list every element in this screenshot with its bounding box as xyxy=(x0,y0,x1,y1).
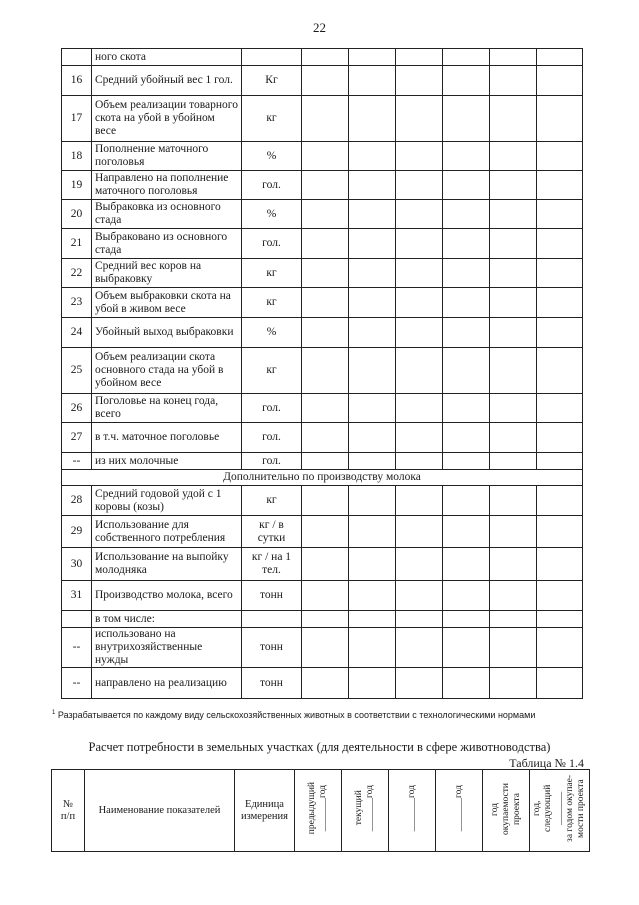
value-cell xyxy=(349,394,396,423)
value-cell xyxy=(490,200,537,229)
value-cell xyxy=(396,611,443,628)
value-cell xyxy=(490,668,537,699)
table-row xyxy=(62,516,583,548)
value-cell xyxy=(396,628,443,668)
value-cell xyxy=(443,171,490,200)
value-cell xyxy=(302,66,349,96)
table-row xyxy=(62,229,583,259)
indicator-name: Средний вес коров на выбраковку xyxy=(92,259,242,288)
value-cell xyxy=(349,628,396,668)
value-cell xyxy=(396,581,443,611)
value-cell xyxy=(302,628,349,668)
table-row xyxy=(62,668,583,699)
unit-cell: кг xyxy=(242,96,302,142)
unit-cell: % xyxy=(242,200,302,229)
indicator-name: Объем реализации товарного скота на убой в убойном весе xyxy=(92,96,242,142)
value-cell xyxy=(537,229,583,259)
header-payback-year: год окупаемости проекта xyxy=(483,770,530,852)
value-cell xyxy=(349,171,396,200)
row-number: -- xyxy=(62,453,92,470)
value-cell xyxy=(537,171,583,200)
value-cell xyxy=(396,394,443,423)
header-name: Наименование показателей xyxy=(85,770,235,852)
value-cell xyxy=(302,171,349,200)
section-header: Дополнительно по производству молока xyxy=(62,470,583,486)
value-cell xyxy=(490,628,537,668)
value-cell xyxy=(537,548,583,581)
indicator-name: Производство молока, всего xyxy=(92,581,242,611)
value-cell xyxy=(537,348,583,394)
value-cell xyxy=(537,581,583,611)
value-cell xyxy=(302,200,349,229)
value-cell xyxy=(537,453,583,470)
value-cell xyxy=(349,318,396,348)
value-cell xyxy=(396,486,443,516)
table-row xyxy=(62,470,583,486)
value-cell xyxy=(349,581,396,611)
value-cell xyxy=(396,288,443,318)
table-row xyxy=(62,66,583,96)
value-cell xyxy=(302,581,349,611)
unit-cell: кг xyxy=(242,288,302,318)
value-cell xyxy=(537,288,583,318)
value-cell xyxy=(349,548,396,581)
table-row xyxy=(62,548,583,581)
row-number: 18 xyxy=(62,142,92,171)
value-cell xyxy=(490,229,537,259)
row-number: 22 xyxy=(62,259,92,288)
indicator-name: Объем реализации скота основного стада на убой в убойном весе xyxy=(92,348,242,394)
value-cell xyxy=(443,423,490,453)
table-row xyxy=(62,394,583,423)
value-cell xyxy=(396,516,443,548)
value-cell xyxy=(349,611,396,628)
indicator-name: ного скота xyxy=(92,49,242,66)
row-number: 25 xyxy=(62,348,92,394)
header-num: № п/п xyxy=(52,770,85,852)
row-number xyxy=(62,611,92,628)
row-number: 29 xyxy=(62,516,92,548)
value-cell xyxy=(302,453,349,470)
table-row xyxy=(62,318,583,348)
value-cell xyxy=(302,516,349,548)
indicator-name: Использование для собственного потребления xyxy=(92,516,242,548)
table2-number: Таблица № 1.4 xyxy=(509,756,584,770)
value-cell xyxy=(443,581,490,611)
value-cell xyxy=(490,49,537,66)
value-cell xyxy=(349,486,396,516)
value-cell xyxy=(537,516,583,548)
value-cell xyxy=(349,288,396,318)
value-cell xyxy=(490,453,537,470)
unit-cell: Кг xyxy=(242,66,302,96)
value-cell xyxy=(302,142,349,171)
value-cell xyxy=(396,259,443,288)
value-cell xyxy=(349,200,396,229)
value-cell xyxy=(443,229,490,259)
indicator-name: Поголовье на конец года, всего xyxy=(92,394,242,423)
value-cell xyxy=(443,668,490,699)
value-cell xyxy=(443,394,490,423)
unit-cell: тонн xyxy=(242,581,302,611)
value-cell xyxy=(349,348,396,394)
value-cell xyxy=(349,66,396,96)
table-row xyxy=(62,96,583,142)
value-cell xyxy=(396,423,443,453)
value-cell xyxy=(302,96,349,142)
livestock-table xyxy=(61,48,583,699)
value-cell xyxy=(443,66,490,96)
unit-cell: гол. xyxy=(242,423,302,453)
unit-cell: % xyxy=(242,318,302,348)
table-row xyxy=(62,348,583,394)
value-cell xyxy=(490,142,537,171)
value-cell xyxy=(537,259,583,288)
header-unit: Единица измерения xyxy=(235,770,295,852)
value-cell xyxy=(302,259,349,288)
table-row xyxy=(62,423,583,453)
unit-cell: кг / на 1 тел. xyxy=(242,548,302,581)
indicator-name: Убойный выход выбраковки xyxy=(92,318,242,348)
value-cell xyxy=(443,548,490,581)
indicator-name: в том числе: xyxy=(92,611,242,628)
row-number: 27 xyxy=(62,423,92,453)
row-number: 30 xyxy=(62,548,92,581)
value-cell xyxy=(396,66,443,96)
value-cell xyxy=(302,668,349,699)
value-cell xyxy=(490,394,537,423)
footnote-text: Разрабатывается по каждому виду сельскохозяйственных животных в соответствии с технологическими нормами xyxy=(57,710,536,720)
value-cell xyxy=(396,453,443,470)
unit-cell: гол. xyxy=(242,171,302,200)
table-row xyxy=(62,259,583,288)
indicator-name: Выбраковано из основного стада xyxy=(92,229,242,259)
value-cell xyxy=(490,548,537,581)
value-cell xyxy=(302,548,349,581)
value-cell xyxy=(490,486,537,516)
value-cell xyxy=(302,318,349,348)
unit-cell: гол. xyxy=(242,229,302,259)
table-row xyxy=(62,628,583,668)
row-number: 16 xyxy=(62,66,92,96)
table-row xyxy=(62,486,583,516)
header-year-3: _______год xyxy=(389,770,436,852)
table2-title: Расчет потребности в земельных участках (для деятельности в сфере животноводства) xyxy=(88,740,551,754)
page-number: 22 xyxy=(313,20,326,35)
footnote-mark: 1 xyxy=(52,710,56,716)
table2-header-row xyxy=(52,770,590,852)
value-cell xyxy=(349,49,396,66)
value-cell xyxy=(537,611,583,628)
value-cell xyxy=(396,96,443,142)
indicator-name: в т.ч. маточное поголовье xyxy=(92,423,242,453)
header-after-payback: год, следующий _______ за годом окупае- мости проекта xyxy=(530,770,590,852)
value-cell xyxy=(490,96,537,142)
value-cell xyxy=(302,348,349,394)
header-year-prev: предыдущий _______год xyxy=(295,770,342,852)
indicator-name: Пополнение маточного поголовья xyxy=(92,142,242,171)
unit-cell: % xyxy=(242,142,302,171)
value-cell xyxy=(349,259,396,288)
value-cell xyxy=(349,453,396,470)
row-number: 20 xyxy=(62,200,92,229)
value-cell xyxy=(490,348,537,394)
header-year-4: _______год xyxy=(436,770,483,852)
indicator-name: Направлено на пополнение маточного поголовья xyxy=(92,171,242,200)
value-cell xyxy=(490,288,537,318)
value-cell xyxy=(537,66,583,96)
value-cell xyxy=(490,259,537,288)
value-cell xyxy=(537,668,583,699)
unit-cell: тонн xyxy=(242,668,302,699)
row-number: -- xyxy=(62,668,92,699)
value-cell xyxy=(537,486,583,516)
unit-cell: тонн xyxy=(242,628,302,668)
row-number xyxy=(62,49,92,66)
table-row xyxy=(62,611,583,628)
unit-cell: гол. xyxy=(242,453,302,470)
value-cell xyxy=(443,516,490,548)
value-cell xyxy=(396,348,443,394)
unit-cell: гол. xyxy=(242,394,302,423)
value-cell xyxy=(302,611,349,628)
indicator-name: направлено на реализацию xyxy=(92,668,242,699)
value-cell xyxy=(490,171,537,200)
value-cell xyxy=(396,548,443,581)
value-cell xyxy=(443,49,490,66)
value-cell xyxy=(302,229,349,259)
value-cell xyxy=(443,259,490,288)
value-cell xyxy=(537,394,583,423)
value-cell xyxy=(443,288,490,318)
value-cell xyxy=(396,142,443,171)
value-cell xyxy=(537,628,583,668)
table-row xyxy=(62,453,583,470)
value-cell xyxy=(349,516,396,548)
value-cell xyxy=(537,318,583,348)
unit-cell: кг xyxy=(242,348,302,394)
row-number: 31 xyxy=(62,581,92,611)
value-cell xyxy=(396,668,443,699)
value-cell xyxy=(490,66,537,96)
row-number: -- xyxy=(62,628,92,668)
value-cell xyxy=(396,229,443,259)
table-row xyxy=(62,581,583,611)
value-cell xyxy=(537,49,583,66)
indicator-name: использовано на внутрихозяйственные нужды xyxy=(92,628,242,668)
value-cell xyxy=(490,516,537,548)
value-cell xyxy=(349,142,396,171)
row-number: 23 xyxy=(62,288,92,318)
value-cell xyxy=(443,96,490,142)
row-number: 17 xyxy=(62,96,92,142)
value-cell xyxy=(396,49,443,66)
value-cell xyxy=(396,171,443,200)
unit-cell: кг / в сутки xyxy=(242,516,302,548)
value-cell xyxy=(302,49,349,66)
row-number: 21 xyxy=(62,229,92,259)
value-cell xyxy=(490,318,537,348)
value-cell xyxy=(349,229,396,259)
value-cell xyxy=(537,96,583,142)
value-cell xyxy=(443,611,490,628)
value-cell xyxy=(302,288,349,318)
value-cell xyxy=(537,423,583,453)
unit-cell: кг xyxy=(242,259,302,288)
indicator-name: Выбраковка из основного стада xyxy=(92,200,242,229)
value-cell xyxy=(302,423,349,453)
row-number: 26 xyxy=(62,394,92,423)
footnote xyxy=(52,710,535,720)
indicator-name: Объем выбраковки скота на убой в живом весе xyxy=(92,288,242,318)
value-cell xyxy=(302,486,349,516)
value-cell xyxy=(443,200,490,229)
row-number: 28 xyxy=(62,486,92,516)
table-row xyxy=(62,288,583,318)
value-cell xyxy=(396,318,443,348)
value-cell xyxy=(490,423,537,453)
row-number: 19 xyxy=(62,171,92,200)
value-cell xyxy=(396,200,443,229)
unit-cell: кг xyxy=(242,486,302,516)
value-cell xyxy=(443,348,490,394)
value-cell xyxy=(302,394,349,423)
value-cell xyxy=(443,318,490,348)
row-number: 24 xyxy=(62,318,92,348)
table-row xyxy=(62,142,583,171)
value-cell xyxy=(490,581,537,611)
value-cell xyxy=(490,611,537,628)
value-cell xyxy=(537,200,583,229)
indicator-name: Средний годовой удой с 1 коровы (козы) xyxy=(92,486,242,516)
value-cell xyxy=(349,423,396,453)
indicator-name: Средний убойный вес 1 гол. xyxy=(92,66,242,96)
value-cell xyxy=(443,628,490,668)
value-cell xyxy=(443,486,490,516)
unit-cell xyxy=(242,611,302,628)
value-cell xyxy=(537,142,583,171)
value-cell xyxy=(349,96,396,142)
value-cell xyxy=(349,668,396,699)
table-row xyxy=(62,49,583,66)
table-row xyxy=(62,171,583,200)
land-table xyxy=(51,769,590,852)
unit-cell xyxy=(242,49,302,66)
indicator-name: из них молочные xyxy=(92,453,242,470)
indicator-name: Использование на выпойку молодняка xyxy=(92,548,242,581)
value-cell xyxy=(443,142,490,171)
header-year-current: текущий _______год xyxy=(342,770,389,852)
value-cell xyxy=(443,453,490,470)
table-row xyxy=(62,200,583,229)
